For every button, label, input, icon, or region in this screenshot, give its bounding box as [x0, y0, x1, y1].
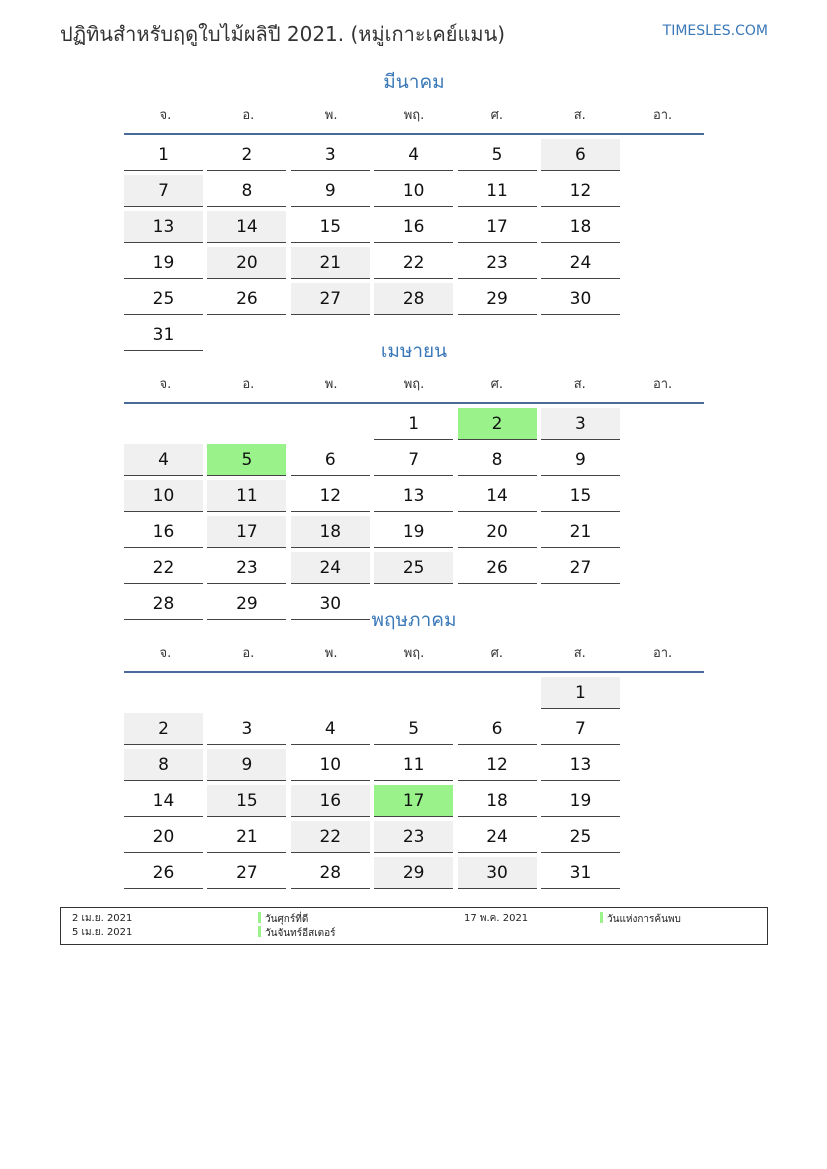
month-april [124, 337, 704, 624]
day-cell: 23 [207, 552, 286, 584]
day-cell: 19 [374, 516, 453, 548]
day-cell: 20 [124, 821, 203, 853]
weekday-label: พ. [324, 377, 338, 392]
day-cell: 3 [541, 408, 620, 440]
weekday-label: ศ. [490, 108, 504, 123]
legend-holiday-name: วันแห่งการค้นพบ [607, 914, 681, 925]
day-cell: 15 [291, 211, 370, 243]
month-march [124, 68, 704, 355]
day-cell: 18 [458, 785, 537, 817]
day-cell: 28 [374, 283, 453, 315]
weekday-label: พ. [324, 108, 338, 123]
weekday-label: จ. [159, 646, 172, 661]
legend-date: 2 เม.ย. 2021 [72, 913, 133, 924]
day-cell: 11 [374, 749, 453, 781]
day-cell: 10 [124, 480, 203, 512]
empty-cell [374, 677, 453, 709]
day-cell: 27 [541, 552, 620, 584]
page-title: ปฏิทินสำหรับฤดูใบไม้ผลิปี 2021. (หมู่เกาะเคย์แมน) [60, 22, 506, 46]
day-cell: 21 [207, 821, 286, 853]
day-cell: 12 [541, 175, 620, 207]
day-cell: 13 [374, 480, 453, 512]
day-cell: 16 [124, 516, 203, 548]
day-cell: 31 [124, 319, 203, 351]
day-cell: 29 [458, 283, 537, 315]
day-cell: 4 [124, 444, 203, 476]
weekday-label: อ. [242, 108, 255, 123]
holiday-marker [600, 912, 603, 923]
day-cell: 10 [291, 749, 370, 781]
day-cell: 30 [291, 588, 370, 620]
weekday-header [124, 372, 704, 404]
empty-cell [291, 677, 370, 709]
day-cell: 30 [458, 857, 537, 889]
day-cell: 9 [541, 444, 620, 476]
weekday-label: ส. [573, 646, 586, 661]
day-cell: 25 [541, 821, 620, 853]
day-cell: 8 [207, 175, 286, 207]
month-title: มีนาคม [383, 71, 445, 93]
weekday-label: อา. [652, 108, 673, 123]
empty-cell [458, 677, 537, 709]
day-grid [124, 408, 704, 624]
holiday-day-cell: 5 [207, 444, 286, 476]
day-cell: 7 [374, 444, 453, 476]
weekday-label: ส. [573, 377, 586, 392]
day-cell: 14 [207, 211, 286, 243]
day-cell: 26 [458, 552, 537, 584]
weekday-header [124, 103, 704, 135]
day-cell: 4 [291, 713, 370, 745]
holiday-day-cell: 2 [458, 408, 537, 440]
day-cell: 24 [458, 821, 537, 853]
day-cell: 29 [207, 588, 286, 620]
day-cell: 22 [124, 552, 203, 584]
day-cell: 6 [291, 444, 370, 476]
holiday-day-cell: 17 [374, 785, 453, 817]
month-title: เมษายน [380, 340, 448, 362]
day-cell: 26 [207, 283, 286, 315]
day-cell: 1 [541, 677, 620, 709]
day-cell: 16 [374, 211, 453, 243]
weekday-label: พฤ. [403, 377, 425, 392]
day-cell: 1 [374, 408, 453, 440]
weekday-label: อา. [652, 646, 673, 661]
day-cell: 19 [124, 247, 203, 279]
day-cell: 28 [124, 588, 203, 620]
day-cell: 29 [374, 857, 453, 889]
day-cell: 17 [207, 516, 286, 548]
weekday-label: พฤ. [403, 108, 425, 123]
day-cell: 5 [374, 713, 453, 745]
empty-cell [207, 408, 286, 440]
day-cell: 9 [291, 175, 370, 207]
day-cell: 7 [541, 713, 620, 745]
day-cell: 12 [458, 749, 537, 781]
weekday-label: พ. [324, 646, 338, 661]
day-cell: 14 [124, 785, 203, 817]
weekday-label: ศ. [490, 646, 504, 661]
day-cell: 24 [541, 247, 620, 279]
legend-holiday-name: วันจันทร์อีสเตอร์ [265, 928, 336, 939]
day-cell: 30 [541, 283, 620, 315]
day-cell: 7 [124, 175, 203, 207]
day-grid [124, 677, 704, 893]
day-cell: 21 [541, 516, 620, 548]
day-cell: 6 [541, 139, 620, 171]
empty-cell [207, 677, 286, 709]
day-cell: 20 [458, 516, 537, 548]
site-link[interactable]: TIMESLES.COM [662, 23, 768, 39]
day-cell: 19 [541, 785, 620, 817]
day-cell: 22 [374, 247, 453, 279]
day-cell: 3 [291, 139, 370, 171]
day-cell: 24 [291, 552, 370, 584]
day-cell: 10 [374, 175, 453, 207]
empty-cell [291, 408, 370, 440]
weekday-label: อา. [652, 377, 673, 392]
day-cell: 25 [124, 283, 203, 315]
header [60, 18, 768, 48]
day-cell: 18 [291, 516, 370, 548]
day-cell: 14 [458, 480, 537, 512]
day-cell: 3 [207, 713, 286, 745]
month-title: พฤษภาคม [371, 609, 457, 631]
day-cell: 31 [541, 857, 620, 889]
day-cell: 26 [124, 857, 203, 889]
day-cell: 2 [207, 139, 286, 171]
weekday-label: ศ. [490, 377, 504, 392]
legend-holiday-name: วันศุกร์ที่ดี [265, 914, 309, 925]
day-cell: 8 [124, 749, 203, 781]
weekday-label: พฤ. [403, 646, 425, 661]
holiday-marker [258, 912, 261, 923]
weekday-label: จ. [159, 108, 172, 123]
weekday-header [124, 641, 704, 673]
day-cell: 11 [207, 480, 286, 512]
day-cell: 6 [458, 713, 537, 745]
month-may [124, 606, 704, 893]
day-cell: 22 [291, 821, 370, 853]
legend-date: 17 พ.ค. 2021 [464, 913, 529, 924]
day-cell: 9 [207, 749, 286, 781]
day-cell: 11 [458, 175, 537, 207]
day-cell: 16 [291, 785, 370, 817]
legend-holiday [258, 912, 308, 926]
day-cell: 13 [541, 749, 620, 781]
day-cell: 23 [458, 247, 537, 279]
day-cell: 1 [124, 139, 203, 171]
legend-date: 5 เม.ย. 2021 [72, 927, 133, 938]
day-cell: 8 [458, 444, 537, 476]
empty-cell [124, 408, 203, 440]
day-cell: 15 [541, 480, 620, 512]
legend-holiday [600, 912, 681, 926]
weekday-label: จ. [159, 377, 172, 392]
day-cell: 4 [374, 139, 453, 171]
holiday-legend [60, 907, 768, 945]
weekday-label: ส. [573, 108, 586, 123]
day-cell: 25 [374, 552, 453, 584]
day-cell: 12 [291, 480, 370, 512]
legend-holiday [258, 926, 336, 940]
day-cell: 27 [291, 283, 370, 315]
day-cell: 13 [124, 211, 203, 243]
weekday-label: อ. [242, 377, 255, 392]
day-cell: 27 [207, 857, 286, 889]
empty-cell [124, 677, 203, 709]
day-cell: 2 [124, 713, 203, 745]
day-cell: 18 [541, 211, 620, 243]
day-cell: 20 [207, 247, 286, 279]
day-cell: 21 [291, 247, 370, 279]
day-cell: 17 [458, 211, 537, 243]
day-cell: 5 [458, 139, 537, 171]
day-cell: 28 [291, 857, 370, 889]
day-cell: 23 [374, 821, 453, 853]
day-grid [124, 139, 704, 355]
weekday-label: อ. [242, 646, 255, 661]
holiday-marker [258, 926, 261, 937]
day-cell: 15 [207, 785, 286, 817]
